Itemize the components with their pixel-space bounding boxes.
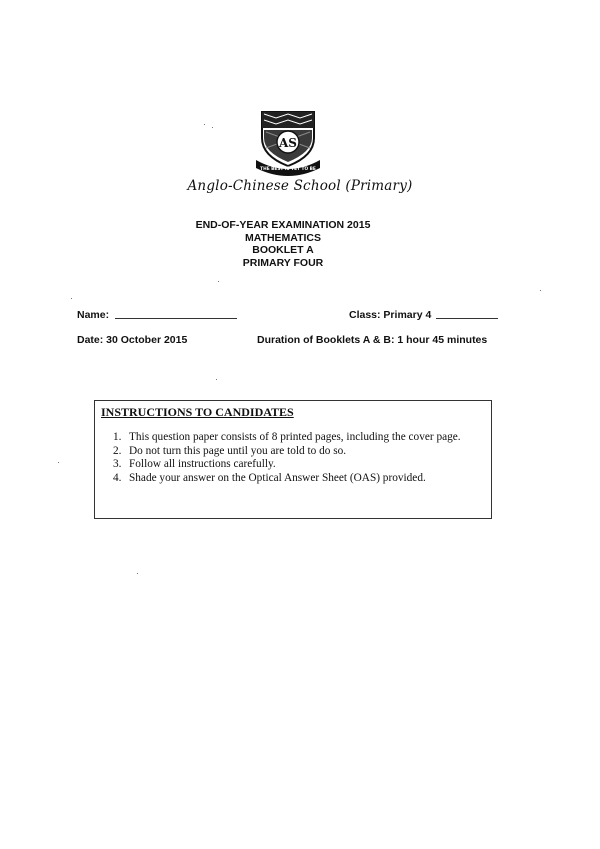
scan-speck [58,462,59,463]
scan-speck [216,379,217,380]
scan-speck [540,290,541,291]
date-label: Date: 30 October 2015 [77,334,188,346]
school-name: Anglo-Chinese School (Primary) [187,178,413,194]
duration-label: Duration of Booklets A & B: 1 hour 45 minutes [257,334,488,346]
instruction-item: 1. This question paper consists of 8 printed pages, including the cover page. [113,431,461,443]
name-label: Name: [77,309,110,321]
exam-subject: MATHEMATICS [244,231,322,244]
exam-level: PRIMARY FOUR [242,256,324,269]
crest-initials: AS [279,136,297,150]
instructions-list [113,431,461,485]
scan-speck [71,298,72,299]
instruction-item: 3. Follow all instructions carefully. [113,458,276,470]
crest-motto: THE BEST IS YET TO BE [260,167,316,172]
scan-speck [218,281,219,282]
instructions-title: INSTRUCTIONS TO CANDIDATES [101,405,294,419]
exam-booklet: BOOKLET A [252,244,314,256]
instruction-item: 4. Shade your answer on the Optical Answer Sheet (OAS) provided. [113,471,426,484]
school-crest-logo [254,108,322,178]
scan-speck [212,127,213,128]
class-blank-line[interactable] [436,318,498,319]
scan-speck [137,573,138,574]
scan-speck [204,124,205,125]
instructions-box [94,400,492,519]
class-label: Class: Primary 4 [349,309,432,321]
exam-header [0,219,566,269]
name-blank-line[interactable] [115,318,237,319]
instruction-item: 2. Do not turn this page until you are told to do so. [113,444,347,457]
exam-title: END-OF-YEAR EXAMINATION 2015 [195,219,371,231]
